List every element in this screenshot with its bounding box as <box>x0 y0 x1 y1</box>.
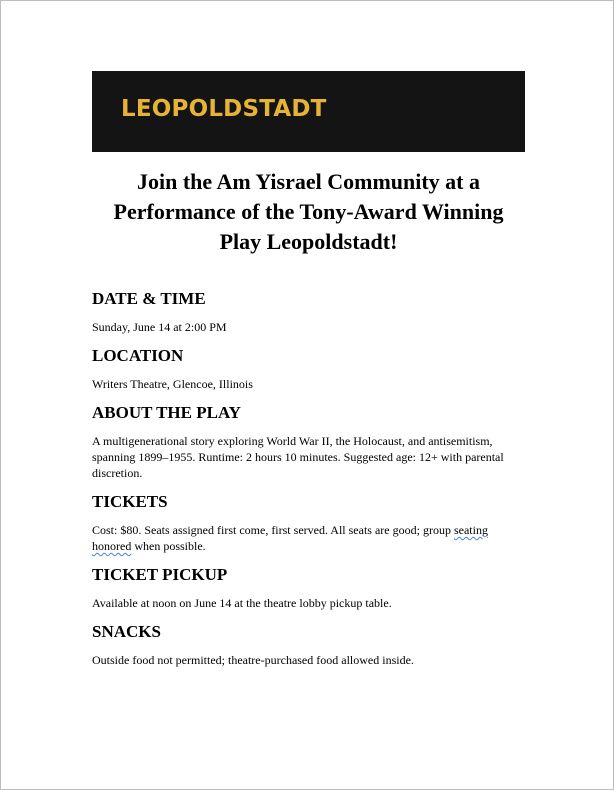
tickets-heading: TICKETS <box>92 492 168 511</box>
snacks-text: Outside food not permitted; theatre-purchased food allowed inside. <box>92 653 414 667</box>
location-heading: LOCATION <box>92 346 184 365</box>
location-text: Writers Theatre, Glencoe, Illinois <box>92 377 253 391</box>
spellcheck-flagged-text[interactable]: seating honored <box>92 523 488 553</box>
date-time-text: Sunday, June 14 at 2:00 PM <box>92 320 227 334</box>
tickets-text-end: when possible. <box>131 539 206 553</box>
page-headline: Join the Am Yisrael Community at a Performance of the Tony-Award Winning Play Leopoldstadt! <box>113 169 504 254</box>
banner-title: LEOPOLDSTADT <box>121 96 327 122</box>
header-banner <box>92 71 525 152</box>
date-time-heading: DATE & TIME <box>92 289 206 308</box>
ticket-pickup-heading: TICKET PICKUP <box>92 565 228 584</box>
about-text: A multigenerational story exploring World War II, the Holocaust, and antisemitism, spanning 1899–1955. Runtime: 2 hours 10 minutes. Suggested age: 12+ with parental discretion. <box>92 434 504 480</box>
tickets-text-start: Cost: $80. Seats assigned first come, first served. All seats are good; group <box>92 523 454 537</box>
ticket-pickup-text: Available at noon on June 14 at the theatre lobby pickup table. <box>92 596 392 610</box>
about-heading: ABOUT THE PLAY <box>92 403 241 422</box>
snacks-heading: SNACKS <box>92 622 161 641</box>
tickets-text <box>92 522 522 554</box>
